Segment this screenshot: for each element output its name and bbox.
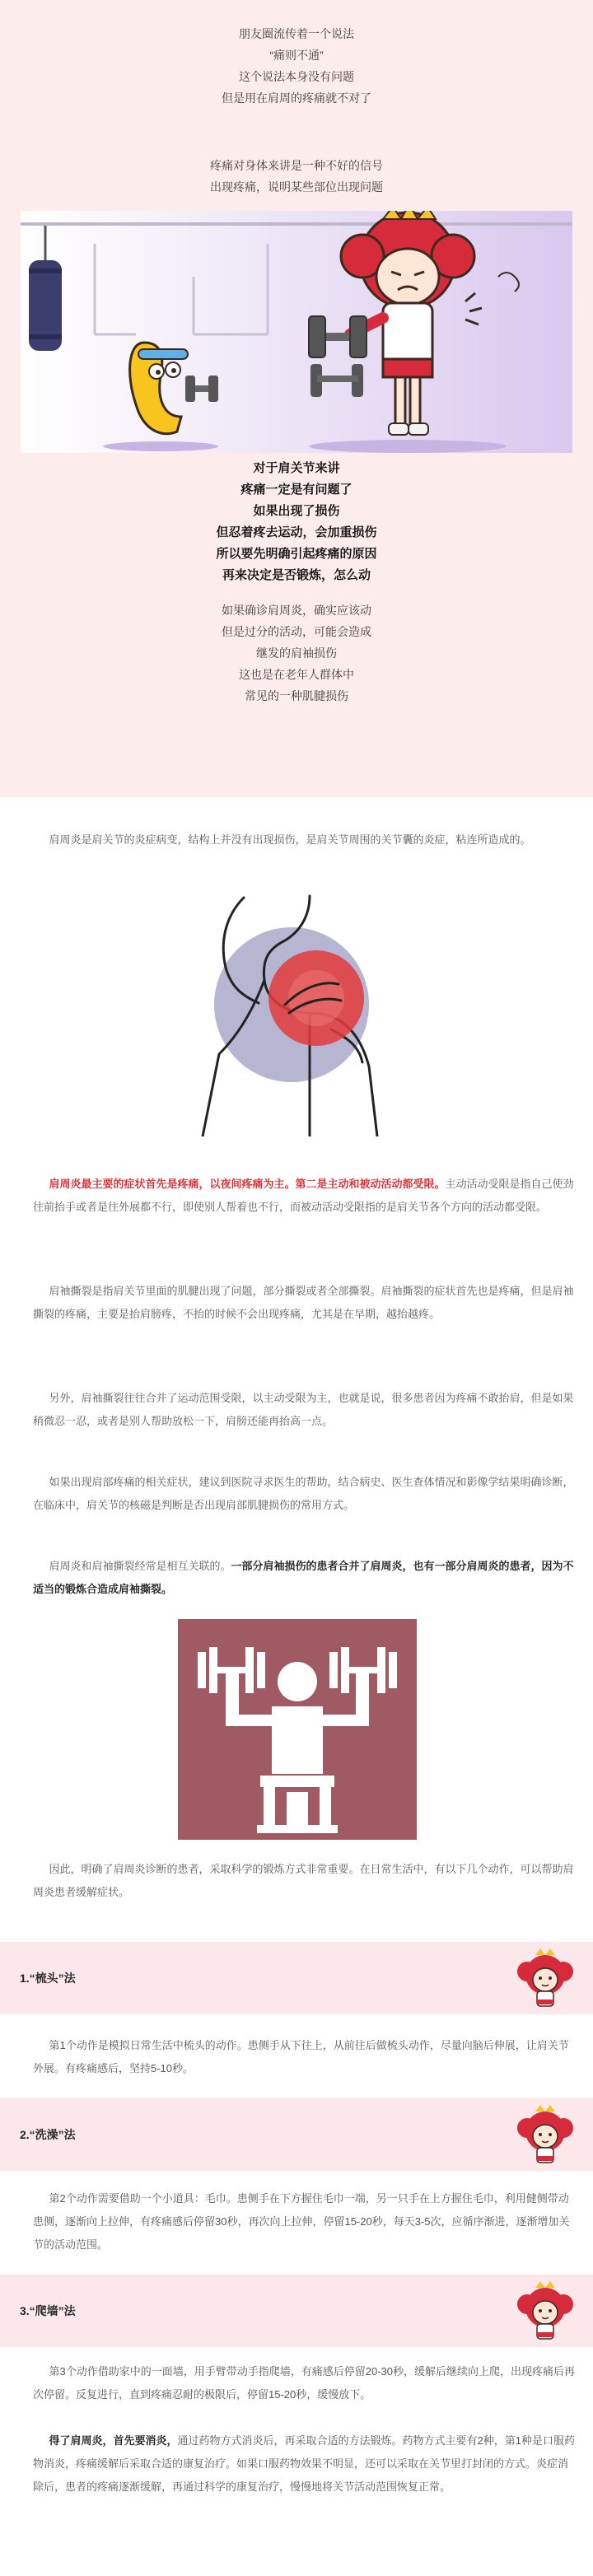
paragraph-relation: [33, 1555, 577, 1601]
intro-bold-line: 再来决定是否锻炼，怎么动: [222, 568, 371, 582]
relation-text: 肩周炎和肩袖撕裂经常是相互关联的。: [49, 1560, 231, 1572]
method-title: 1.“梳头”法: [20, 1972, 76, 1985]
closing-text: 通过药物方式消炎后，再采取合适的方法锻炼。药物方式主要有2种，第1种是口服药物消炎，疼痛缓解后采取合适的康复治疗。如果口服药物效果不明显，还可以采取在关节里打封闭的方式。炎症消除后，患者的疼痛逐渐缓解，再通过科学的康复治疗，慢慢地将关节活动范围恢复正常。: [33, 2434, 575, 2493]
mascot-avatar-icon: [514, 1947, 577, 2009]
intro-group-b: [0, 155, 593, 198]
method-header-wall: [0, 2275, 593, 2347]
paragraph-symptoms: [33, 1173, 577, 1219]
intro-group-bold: [0, 458, 593, 586]
intro-bold-line: 疼痛一定是有问题了: [240, 483, 353, 497]
method-text-bathing: 第2个动作需要借助一个小道具：毛巾。患侧手在下方握住毛巾一端，另一只手在上方握住毛巾，利用健侧带动患侧，逐渐向上拉伸，有疼痛感后停留30秒，再次向上拉伸，停留15-20秒，每天3-5次，应循序渐进，逐渐增加关节的活动范围。: [33, 2192, 570, 2251]
paragraph-motion-limit: 另外，肩袖撕裂往往合并了运动范围受限，以主动受限为主，也就是说，很多患者因为疼痛不敢抬肩，但是如果稍微忍一忍，或者是别人帮助放松一下，肩膀还能再抬高一点。: [33, 1392, 574, 1427]
cartoon-illustration: [21, 211, 572, 453]
intro-line: 出现疼痛，说明某些部位出现问题: [210, 180, 383, 194]
intro-bold-line: 对于肩关节来讲: [253, 461, 340, 475]
intro-bold-line: 如果出现了损伤: [253, 504, 340, 518]
method-title: 2.“洗澡”法: [20, 2128, 76, 2141]
intro-line: 这也是在老年人群体中: [239, 668, 354, 681]
intro-section: [0, 0, 593, 797]
mascot-avatar-icon: [514, 2280, 577, 2342]
intro-line: 这个说法本身没有问题: [239, 70, 354, 83]
closing-bold: 得了肩周炎，首先要消炎，: [49, 2434, 178, 2447]
intro-line: 如果确诊肩周炎，确实应该动: [222, 604, 371, 617]
method-header-combing: [0, 1942, 593, 2014]
symptom-highlight: 肩周炎最主要的症状首先是疼痛，以夜间疼痛为主。第二是主动和被动活动都受限。: [49, 1178, 446, 1190]
intro-line: 继发的肩袖损伤: [256, 646, 337, 660]
paragraph-definition: 肩周炎是肩关节的炎症病变，结构上并没有出现损伤，是肩关节周围的关节囊的炎症，粘连所造成的。: [49, 833, 531, 846]
method-text-wall: 第3个动作借助家中的一面墙，用手臂带动手指爬墙，有痛感后停留20-30秒，缓解后继续向上爬，出现疼痛后再次停留。反复进行，直到疼痛忍耐的极限后，停留15-20秒，缓慢放下。: [33, 2365, 575, 2401]
intro-group-a: [0, 23, 593, 109]
intro-line: 朋友圈流传着一个说法: [239, 27, 354, 40]
paragraph-diagnosis: 如果出现肩部疼痛的相关症状，建议到医院寻求医生的帮助，结合病史、医生查体情况和影像学结果明确诊断，在临床中，肩关节的核磁是判断是否出现肩部肌腱损伤的常用方式。: [33, 1476, 574, 1511]
symptom-detail: 主动活动受限是指自己使劲往前抬手或者是往外展都不行，即使别人帮着也不行，而被动活动受限指的是肩关节各个方向的活动都受限。: [33, 1178, 574, 1213]
intro-group-c: [0, 600, 593, 707]
intro-line: 疼痛对身体来讲是一种不好的信号: [210, 159, 383, 172]
intro-bold-line: 所以要先明确引起疼痛的原因: [216, 547, 377, 561]
paragraph-exercise-intro: 因此，明确了肩周炎诊断的患者，采取科学的锻炼方式非常重要。在日常生活中，有以下几个动作，可以帮助肩周炎患者缓解症状。: [33, 1863, 574, 1898]
mascot-avatar-icon: [514, 2103, 577, 2166]
dumbbell-press-figure: [178, 1619, 417, 1840]
shoulder-pain-figure: [186, 889, 400, 1136]
intro-line: “痛则不通”: [269, 49, 324, 62]
intro-line: 但是过分的活动，可能会造成: [222, 625, 371, 638]
intro-line: 但是用在肩周的疼痛就不对了: [222, 91, 371, 105]
method-text-combing: 第1个动作是模拟日常生活中梳头的动作。患侧手从下往上，从前往后做梳头动作，尽量向脑后伸展，让肩关节外展。有疼痛感后，坚持5-10秒。: [33, 2039, 569, 2074]
relation-bold: 一部分肩袖损伤的患者合并了肩周炎，也有一部分肩周炎的患者，因为不适当的锻炼合造成肩袖撕裂。: [33, 1560, 574, 1595]
intro-bold-line: 但忍着疼去运动，会加重损伤: [216, 525, 377, 539]
paragraph-rotator-cuff: 肩袖撕裂是指肩关节里面的肌腱出现了问题，部分撕裂或者全部撕裂。肩袖撕裂的症状首先也是疼痛，但是肩袖撕裂的疼痛，主要是抬肩膀疼，不抬的时候不会出现疼痛，尤其是在早期，越抬越疼。: [33, 1285, 574, 1320]
intro-line: 常见的一种肌腱损伤: [245, 689, 348, 702]
paragraph-closing: [33, 2429, 577, 2499]
method-header-bathing: [0, 2098, 593, 2171]
method-title: 3.“爬墙”法: [20, 2304, 76, 2317]
